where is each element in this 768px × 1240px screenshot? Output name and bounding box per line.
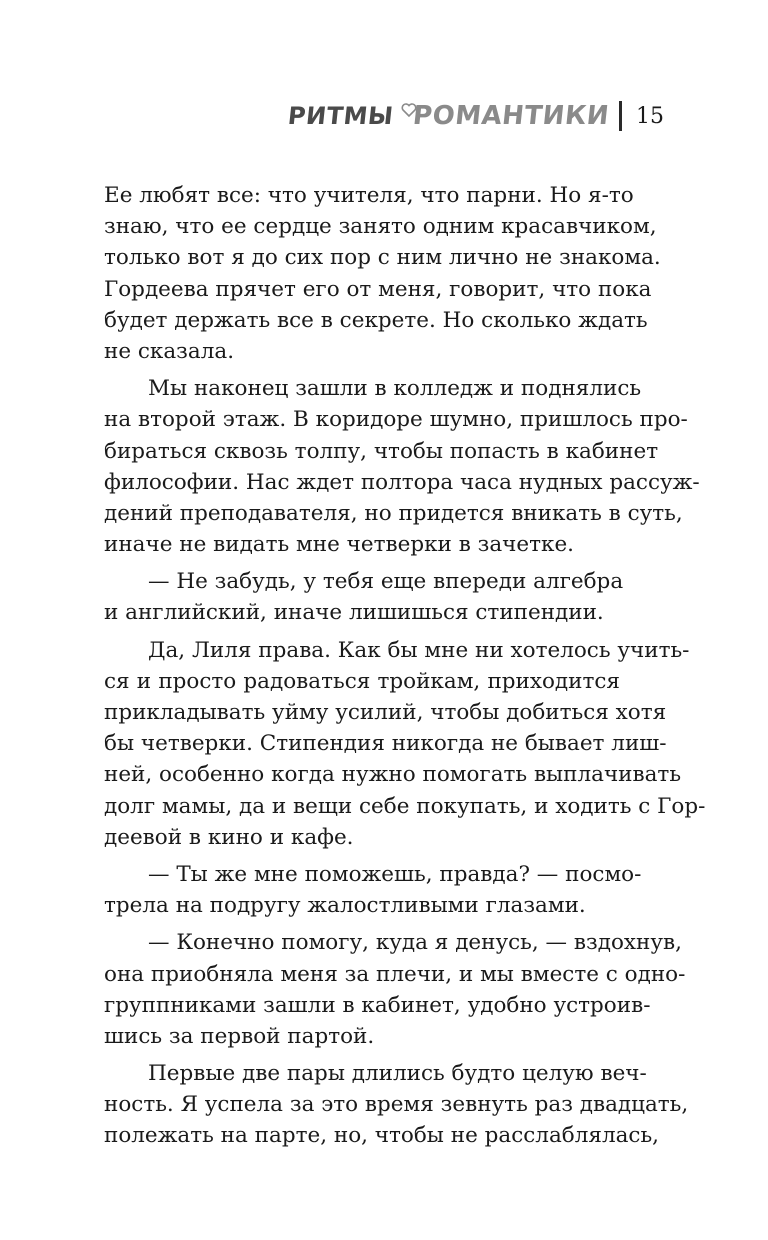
text-line: только вот я до сих пор с ним лично не знакома. [104,245,661,271]
text-line: — Не забудь, у тебя еще впереди алгебра [148,569,624,595]
text-line: группниками зашли в кабинет, удобно устроив- [104,992,651,1018]
text-line: трела на подругу жалостливыми глазами. [104,893,586,919]
paragraph-2 [104,373,700,560]
text-line: долг мамы, да и вещи себе покупать, и ходить с Гор- [104,793,706,819]
text-line: иначе не видать мне четверки в зачетке. [104,532,575,558]
text-line: ность. Я успела за это время зевнуть раз двадцать, [104,1092,689,1118]
text-line: бираться сквозь толпу, чтобы попасть в кабинет [104,438,659,464]
paragraph-5 [104,859,642,921]
text-line: прикладывать уйму усилий, чтобы добиться хотя [104,700,667,725]
body-text [104,180,706,1152]
paragraph-3 [104,566,624,628]
header-divider [619,101,622,131]
page-number: 15 [636,103,664,129]
text-line: будет держать все в секрете. Но сколько ждать [104,307,648,333]
running-header [288,96,664,136]
text-line: деевой в кино и кафе. [104,824,354,850]
paragraph-7 [104,1058,689,1152]
paragraph-6 [104,927,686,1052]
text-line: Ее любят все: что учителя, что парни. Но я-то [104,183,634,208]
text-line: Мы наконец зашли в колледж и поднялись [148,376,642,402]
text-line: шись за первой партой. [104,1023,375,1049]
text-line: — Конечно помогу, куда я денусь, — вздохнув, [148,930,682,956]
text-line: бы четверки. Стипендия никогда не бывает лиш- [104,731,667,757]
text-line: не сказала. [104,338,235,364]
text-line: — Ты же мне поможешь, правда? — посмо- [148,861,642,887]
text-line: Да, Лиля права. Как бы мне ни хотелось учить- [148,637,690,663]
text-line: на второй этаж. В коридоре шумно, пришлось про- [104,407,688,433]
series-logo-word2: РОМАНТИКИ [411,101,611,131]
text-line: философии. Нас ждет полтора часа нудных рассуж- [104,469,700,495]
text-line: знаю, что ее сердце занято одним красавчиком, [104,214,657,240]
text-line: она приобняла меня за плечи, и мы вместе с одно- [104,961,686,987]
series-logo [288,96,609,136]
text-line: дений преподавателя, но придется вникать в суть, [104,500,683,526]
series-logo-word1: РИТМЫ [286,102,395,130]
paragraph-4 [104,635,706,853]
text-line: и английский, иначе лишишься стипендии. [104,600,604,626]
text-line: Гордеева прячет его от меня, говорит, что пока [104,276,652,302]
text-line: Первые две пары длились будто целую веч- [148,1061,647,1087]
text-line: ней, особенно когда нужно помогать выплачивать [104,762,682,788]
paragraph-1 [104,180,661,367]
text-line: ся и просто радоваться тройкам, приходится [104,668,620,694]
text-line: полежать на парте, но, чтобы не расслаблялась, [104,1123,660,1149]
